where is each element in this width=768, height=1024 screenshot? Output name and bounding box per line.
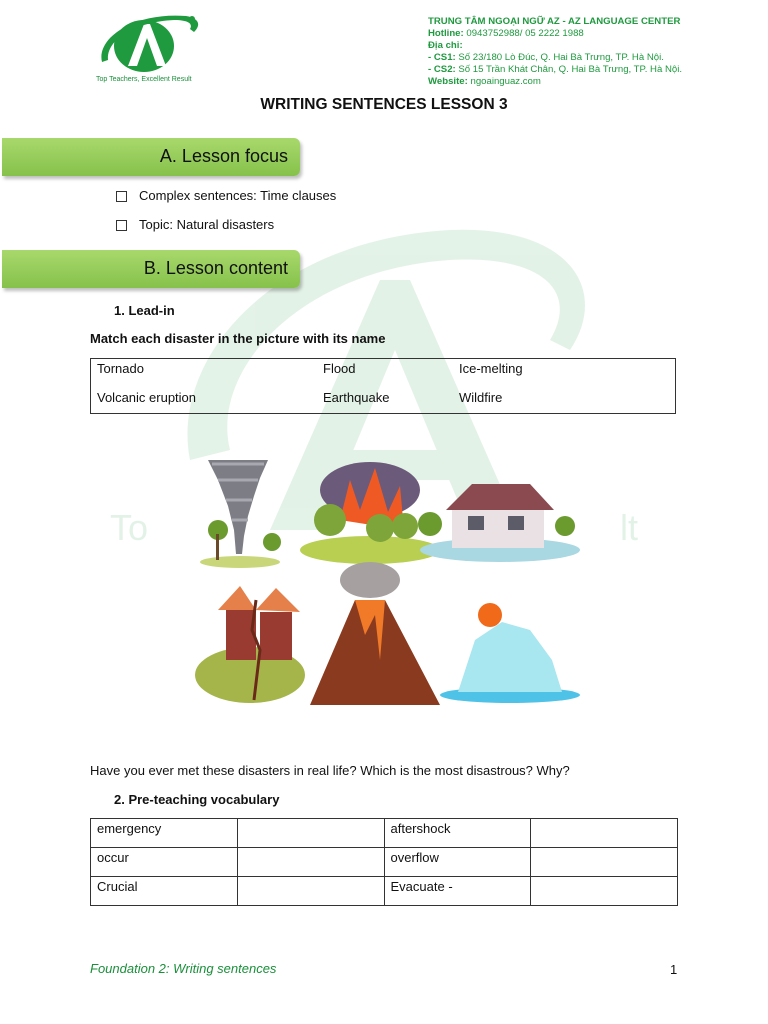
earthquake-illustration [195,586,305,703]
svg-text:lt: lt [620,507,638,548]
ice-melting-illustration [440,603,580,703]
bullet-item: Complex sentences: Time clauses [116,188,336,203]
vocab-answer-cell[interactable] [237,877,384,906]
footer-course: Foundation 2: Writing sentences [90,961,277,976]
vocab-word: Crucial [91,877,238,906]
disaster-name: Flood [323,361,356,376]
vocab-word: occur [91,848,238,877]
section-a-heading: A. Lesson focus [159,146,288,166]
vocab-heading: 2. Pre-teaching vocabulary [114,792,280,807]
disaster-name: Wildfire [459,390,503,405]
vocab-word: aftershock [384,819,531,848]
vocab-answer-cell[interactable] [531,819,678,848]
volcano-illustration [310,562,440,705]
vocab-word: overflow [384,848,531,877]
vocab-answer-cell[interactable] [237,819,384,848]
vocab-table [90,818,678,906]
checkbox-icon [116,191,127,202]
cs1-line: - CS1: Số 23/180 Lò Đúc, Q. Hai Bà Trưng, TP. Hà Nội. [428,52,664,63]
table-row [91,819,678,848]
match-instruction: Match each disaster in the picture with its name [90,331,386,346]
disaster-names-box [90,358,676,414]
center-name: TRUNG TÂM NGOẠI NGỮ AZ - AZ LANGUAGE CENTER [428,16,681,27]
document-title: WRITING SENTENCES LESSON 3 [260,96,508,113]
address-label: Địa chỉ: [428,40,463,51]
hotline-line: Hotline: 0943752988/ 05 2222 1988 [428,28,584,39]
disaster-name: Tornado [97,361,144,376]
disaster-name: Volcanic eruption [97,390,197,405]
disaster-name: Earthquake [323,390,390,405]
vocab-answer-cell[interactable] [237,848,384,877]
tornado-illustration [200,460,281,568]
section-a-banner [2,138,300,176]
website-link[interactable]: ngoainguaz.com [470,76,541,87]
discussion-question: Have you ever met these disasters in real life? Which is the most disastrous? Why? [90,763,570,778]
logo-tagline: Top Teachers, Excellent Result [96,76,192,83]
leadin-heading: 1. Lead-in [114,303,175,318]
disaster-illustrations [190,450,590,710]
vocab-answer-cell[interactable] [531,877,678,906]
vocab-answer-cell[interactable] [531,848,678,877]
bullet-item: Topic: Natural disasters [116,217,274,232]
disaster-name: Ice-melting [459,361,523,376]
hotline-value: 0943752988/ 05 2222 1988 [466,28,584,39]
vocab-word: emergency [91,819,238,848]
website-line: Website: ngoainguaz.com [428,76,541,87]
cs2-line: - CS2: Số 15 Trần Khát Chân, Q. Hai Bà Trưng, TP. Hà Nội. [428,64,683,75]
center-info [428,16,682,88]
table-row [91,848,678,877]
flood-illustration [418,484,580,562]
section-b-banner [2,250,300,288]
section-b-heading: B. Lesson content [143,258,288,278]
vocab-word: Evacuate - [384,877,531,906]
checkbox-icon [116,220,127,231]
table-row [91,877,678,906]
page-number: 1 [670,962,678,977]
wildfire-illustration [300,462,440,564]
svg-text:To: To [110,507,149,548]
